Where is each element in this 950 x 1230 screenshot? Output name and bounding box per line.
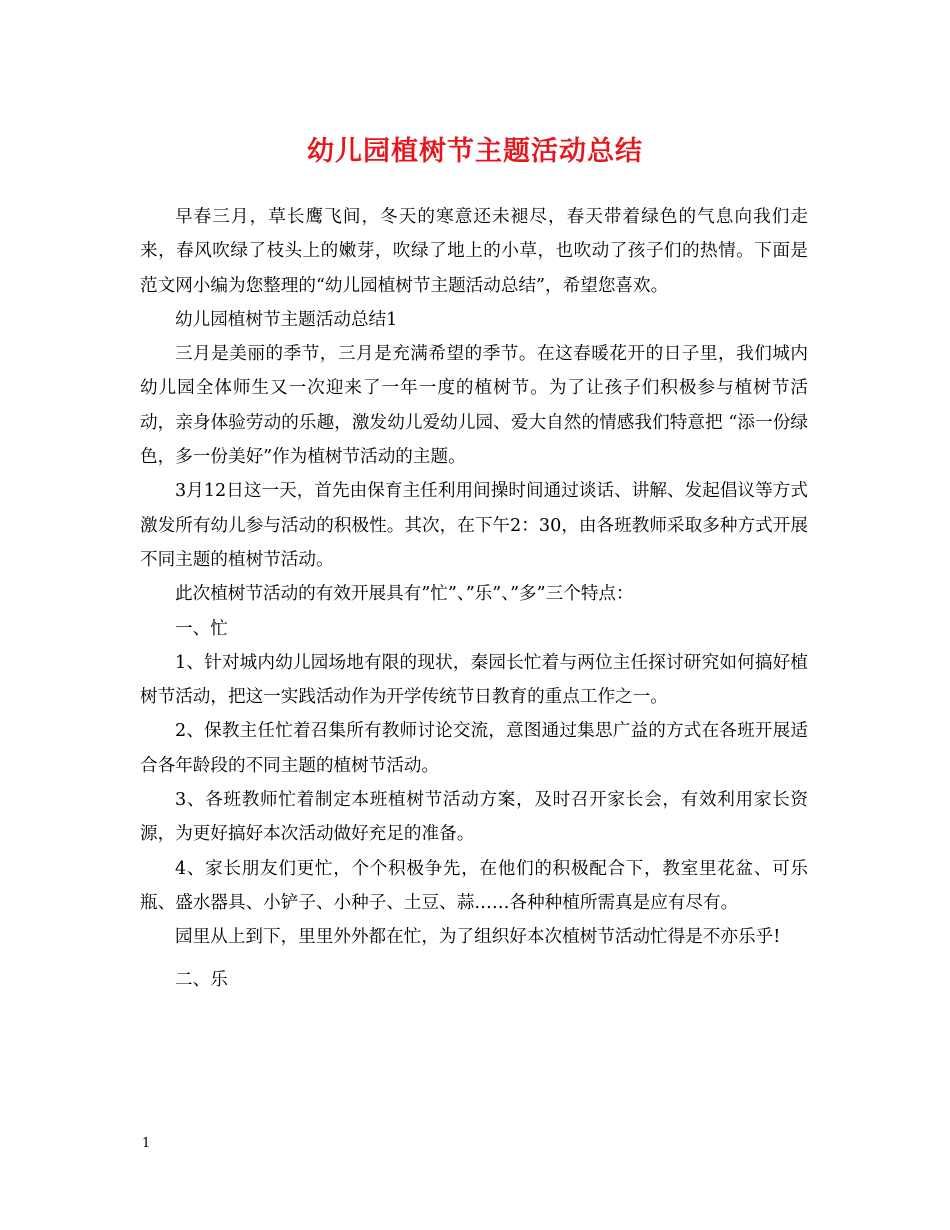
page-number: 1 xyxy=(142,1136,151,1151)
section-heading-joy: 二、乐 xyxy=(175,969,228,990)
paragraph-busy-summary: 园里从上到下，里里外外都在忙，为了组织好本次植树节活动忙得是不亦乐乎! xyxy=(175,927,781,948)
paragraph-three-features: 此次植树节活动的有效开展具有”忙”、”乐”、”多”三个特点： xyxy=(175,584,634,605)
paragraph-march: 三月是美丽的季节，三月是充满希望的季节。在这春暖花开的日子里，我们城内幼儿园全体师生又一次迎来了一年一度的植树节。为了让孩子们积极参与植树节活动，亲身体验劳动的乐趣，激发幼儿爱幼儿园、爱大自然的情感我们特意把 “添一份绿色，多一份美好”作为植树节活动的主题。 xyxy=(140,344,808,468)
list-item-busy-2: 2、保教主任忙着召集所有教师讨论交流，意图通过集思广益的方式在各班开展适合各年龄段的不同主题的植树节活动。 xyxy=(140,721,808,776)
paragraph-intro: 早春三月，草长鹰飞间，冬天的寒意还未褪尽，春天带着绿色的气息向我们走来，春风吹绿了枝头上的嫩芽，吹绿了地上的小草，也吹动了孩子们的热情。下面是范文网小编为您整理的“幼儿园植树节主题活动总结”，希望您喜欢。 xyxy=(140,207,808,296)
section-heading-summary-1: 幼儿园植树节主题活动总结1 xyxy=(175,309,398,330)
list-item-busy-3: 3、各班教师忙着制定本班植树节活动方案，及时召开家长会，有效利用家长资源，为更好搞好本次活动做好充足的准备。 xyxy=(140,790,808,845)
document-body xyxy=(140,200,808,997)
list-item-busy-1: 1、针对城内幼儿园场地有限的现状，秦园长忙着与两位主任探讨研究如何搞好植树节活动，把这一实践活动作为开学传统节日教育的重点工作之一。 xyxy=(140,652,808,708)
list-item-busy-4: 4、家长朋友们更忙，个个积极争先，在他们的积极配合下，教室里花盆、可乐瓶、盛水器具、小铲子、小种子、土豆、蒜……各种种植所需真是应有尽有。 xyxy=(140,858,808,913)
paragraph-march-12: 3月12日这一天，首先由保育主任利用间操时间通过谈话、讲解、发起倡议等方式激发所有幼儿参与活动的积极性。其次，在下午2：30，由各班教师采取多种方式开展不同主题的植树节活动。 xyxy=(140,481,808,570)
section-heading-busy: 一、忙 xyxy=(175,618,228,639)
document-title: 幼儿园植树节主题活动总结 xyxy=(307,136,643,167)
